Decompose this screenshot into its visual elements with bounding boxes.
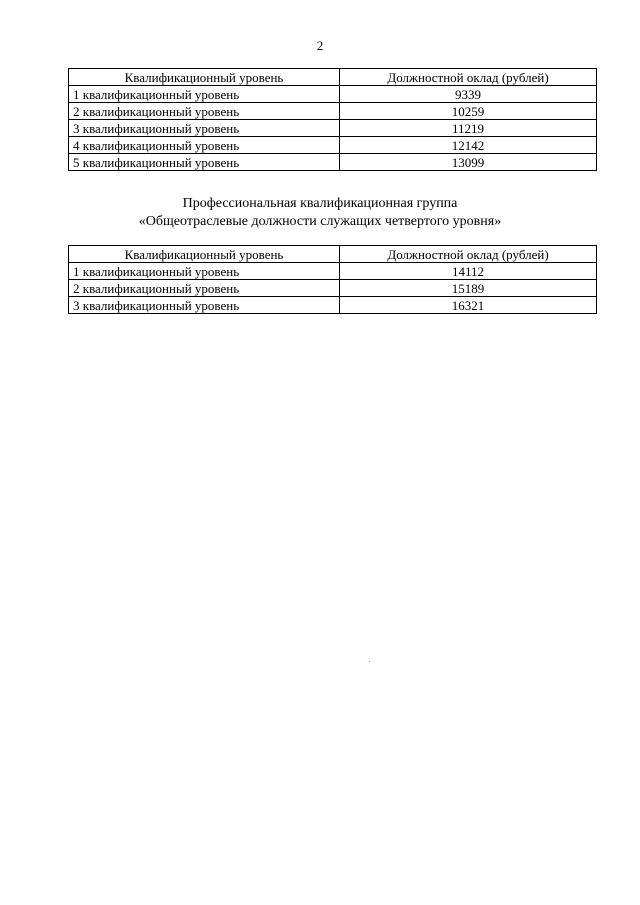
salary-cell: 9339 [340, 86, 597, 103]
qualification-level-cell: 4 квалификационный уровень [69, 137, 340, 154]
salary-cell: 15189 [340, 280, 597, 297]
salary-table-1 [68, 68, 597, 171]
table-header-row [69, 69, 597, 86]
salary-cell: 14112 [340, 263, 597, 280]
table-row [69, 103, 597, 120]
table-row [69, 263, 597, 280]
table-header-row [69, 246, 597, 263]
table-row [69, 137, 597, 154]
table-row [69, 86, 597, 103]
qualification-level-cell: 1 квалификационный уровень [69, 86, 340, 103]
group-heading-line-1: Профессиональная квалификационная группа [182, 196, 458, 211]
qualification-level-cell: 2 квалификационный уровень [69, 103, 340, 120]
column-header-level: Квалификационный уровень [69, 69, 340, 86]
column-header-salary: Должностной оклад (рублей) [340, 69, 597, 86]
page-number: 2 [316, 38, 324, 53]
column-header-level: Квалификационный уровень [69, 246, 340, 263]
qualification-level-cell: 1 квалификационный уровень [69, 263, 340, 280]
salary-cell: 12142 [340, 137, 597, 154]
salary-cell: 11219 [340, 120, 597, 137]
salary-cell: 13099 [340, 154, 597, 171]
salary-table-2 [68, 245, 597, 314]
salary-cell: 10259 [340, 103, 597, 120]
qualification-level-cell: 2 квалификационный уровень [69, 280, 340, 297]
table-row [69, 297, 597, 314]
group-heading [0, 195, 640, 231]
table-row [69, 280, 597, 297]
qualification-level-cell: 3 квалификационный уровень [69, 120, 340, 137]
column-header-salary: Должностной оклад (рублей) [340, 246, 597, 263]
scan-speck [369, 661, 370, 662]
table-row [69, 120, 597, 137]
group-heading-line-2: «Общеотраслевые должности служащих четвертого уровня» [138, 214, 502, 229]
salary-cell: 16321 [340, 297, 597, 314]
qualification-level-cell: 5 квалификационный уровень [69, 154, 340, 171]
qualification-level-cell: 3 квалификационный уровень [69, 297, 340, 314]
table-row [69, 154, 597, 171]
